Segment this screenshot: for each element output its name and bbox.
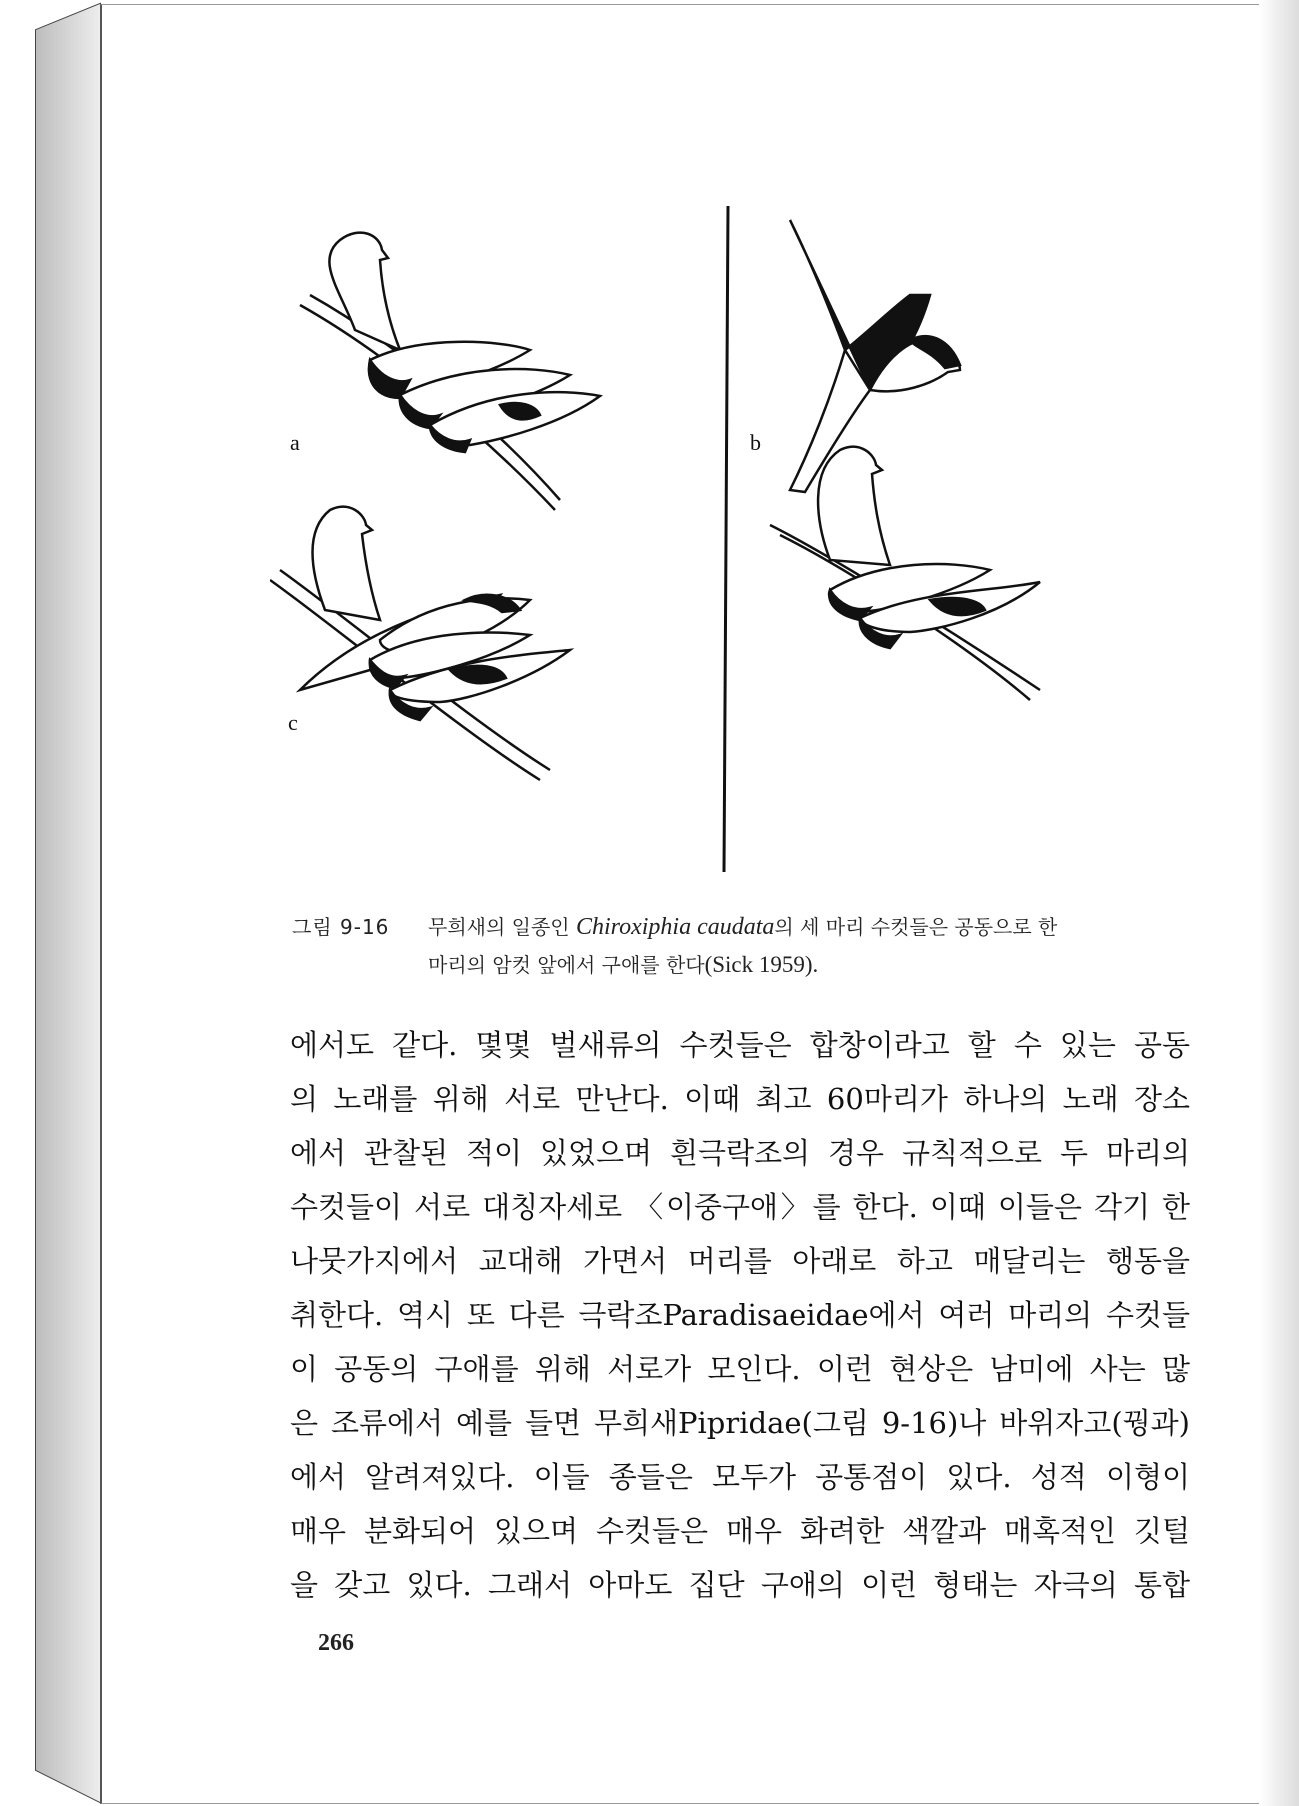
panel-a-drawing — [300, 233, 600, 510]
body-line: 매우 분화되어 있으며 수컷들은 매우 화려한 색깔과 매혹적인 깃털 — [290, 1514, 1190, 1548]
page-shadow — [1259, 0, 1299, 1806]
figure-9-16 — [270, 200, 1230, 890]
panel-c-drawing — [270, 507, 570, 780]
body-line: 의 노래를 위해 서로 만난다. 이때 최고 60마리가 하나의 노래 장소 — [290, 1082, 1190, 1116]
body-line: 에서 알려져있다. 이들 종들은 모두가 공통점이 있다. 성적 이형이 — [290, 1460, 1190, 1494]
caption-prefix: 무희새의 일종인 — [428, 915, 576, 939]
figure-caption — [292, 908, 1212, 984]
caption-suffix: 의 세 마리 수컷들은 공동으로 한 — [774, 915, 1058, 939]
panel-label-c: c — [288, 710, 298, 735]
panel-divider — [724, 206, 728, 872]
caption-line2: 마리의 암컷 앞에서 구애를 한다 — [428, 953, 705, 977]
caption-label: 그림 9-16 — [292, 915, 390, 939]
caption-citation: (Sick 1959). — [704, 952, 819, 977]
body-line: 이 공동의 구애를 위해 서로가 모인다. 이런 현상은 남미에 사는 많 — [290, 1352, 1190, 1386]
body-line: 에서도 같다. 몇몇 벌새류의 수컷들은 합창이라고 할 수 있는 공동 — [290, 1028, 1190, 1062]
birds-illustration — [270, 200, 1230, 890]
page-number: 266 — [318, 1630, 354, 1656]
panel-b-drawing — [770, 220, 1040, 700]
body-line: 을 갖고 있다. 그래서 아마도 집단 구애의 이런 형태는 자극의 통합 — [290, 1568, 1190, 1602]
body-line: 취한다. 역시 또 다른 극락조Paradisaeidae에서 여러 마리의 수컷들 — [290, 1298, 1190, 1332]
panel-label-b: b — [750, 430, 761, 455]
body-line: 수컷들이 서로 대칭자세로 〈이중구애〉를 한다. 이때 이들은 각기 한 — [290, 1190, 1190, 1224]
body-line: 나뭇가지에서 교대해 가면서 머리를 아래로 하고 매달리는 행동을 — [290, 1244, 1190, 1278]
body-paragraph — [290, 1018, 1190, 1612]
caption-species: Chiroxiphia caudata — [575, 914, 775, 940]
body-line: 에서 관찰된 적이 있었으며 흰극락조의 경우 규칙적으로 두 마리의 — [290, 1136, 1190, 1170]
panel-label-a: a — [290, 430, 300, 455]
body-line: 은 조류에서 예를 들면 무희새Pipridae(그림 9-16)나 바위자고(꿩과) — [290, 1406, 1190, 1440]
